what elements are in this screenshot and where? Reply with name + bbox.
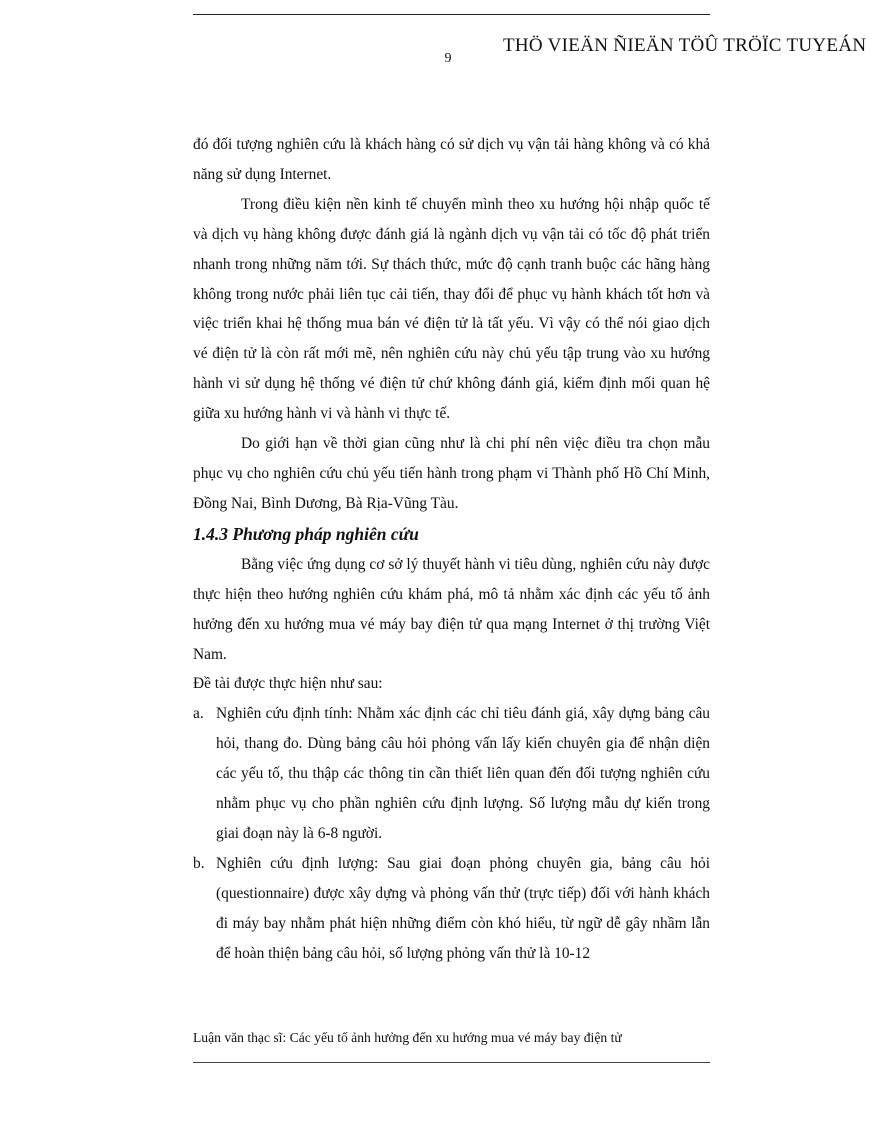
- footer-text: Luận văn thạc sĩ: Các yếu tố ảnh hưởng đến xu hướng mua vé máy bay điện tử: [193, 1030, 622, 1045]
- page-body: [193, 130, 710, 968]
- list-item-text: Nghiên cứu định tính: Nhằm xác định các chỉ tiêu đánh giá, xây dựng bảng câu hỏi, thang đo. Dùng bảng câu hỏi phỏng vấn lấy kiến chuyên gia để nhận diện các yếu tố, thu thập các thông tin cần thiết liên quan đến đối tượng nghiên cứu nhằm phục vụ cho phần nghiên cứu định lượng. Số lượng mẫu dự kiến trong giai đoạn này là 6-8 người.: [216, 705, 710, 842]
- list-item-text: Nghiên cứu định lượng: Sau giai đoạn phỏng chuyên gia, bảng câu hỏi (questionnaire) được xây dựng và phỏng vấn thử (trực tiếp) đối với hành khách đi máy bay nhằm phát hiện những điểm còn khó hiểu, từ ngữ dễ gây nhầm lẫn để hoàn thiện bảng câu hỏi, số lượng phỏng vấn thử là 10-12: [216, 854, 710, 962]
- section-heading: 1.4.3 Phương pháp nghiên cứu: [193, 523, 419, 544]
- list-item: [193, 849, 710, 969]
- list-marker: a.: [193, 705, 204, 723]
- footer-rule: [193, 1062, 710, 1063]
- paragraph: Bằng việc ứng dụng cơ sở lý thuyết hành vi tiêu dùng, nghiên cứu này được thực hiện theo hướng nghiên cứu khám phá, mô tả nhằm xác định các yếu tố ảnh hưởng đến xu hướng mua vé máy bay điện tử qua mạng Internet ở thị trường Việt Nam.: [193, 555, 710, 663]
- method-list: [193, 699, 710, 968]
- paragraph: đó đối tượng nghiên cứu là khách hàng có sử dịch vụ vận tải hàng không và có khả năng sử dụng Internet.: [193, 136, 710, 183]
- list-marker: b.: [193, 854, 205, 872]
- paragraph: Đề tài được thực hiện như sau:: [193, 675, 383, 693]
- library-watermark: THÖ VIEÄN ÑIEÄN TÖÛ TRÖÏC TUYEÁN: [503, 35, 867, 56]
- list-item: [193, 699, 710, 849]
- paragraph: Do giới hạn về thời gian cũng như là chi phí nên việc điều tra chọn mẫu phục vụ cho nghiên cứu chủ yếu tiến hành trong phạm vi Thành phố Hồ Chí Minh, Đồng Nai, Bình Dương, Bà Rịa-Vũng Tàu.: [193, 435, 710, 512]
- page-number: 9: [444, 51, 452, 66]
- header-rule: [193, 14, 710, 15]
- paragraph: Trong điều kiện nền kinh tế chuyển mình theo xu hướng hội nhập quốc tế và dịch vụ hàng không được đánh giá là ngành dịch vụ vận tải có tốc độ phát triển nhanh trong những năm tới. Sự thách thức, mức độ cạnh tranh buộc các hãng hàng không trong nước phải liên tục cải tiến, thay đổi để phục vụ hành khách tốt hơn và việc triển khai hệ thống mua bán vé điện tử là tất yếu. Vì vậy có thể nói giao dịch vé điện tử là còn rất mới mẽ, nên nghiên cứu này chủ yếu tập trung vào xu hướng hành vi sử dụng hệ thống vé điện tử chứ không đánh giá, kiểm định mối quan hệ giữa xu hướng hành vi và hành vi thực tế.: [193, 195, 710, 423]
